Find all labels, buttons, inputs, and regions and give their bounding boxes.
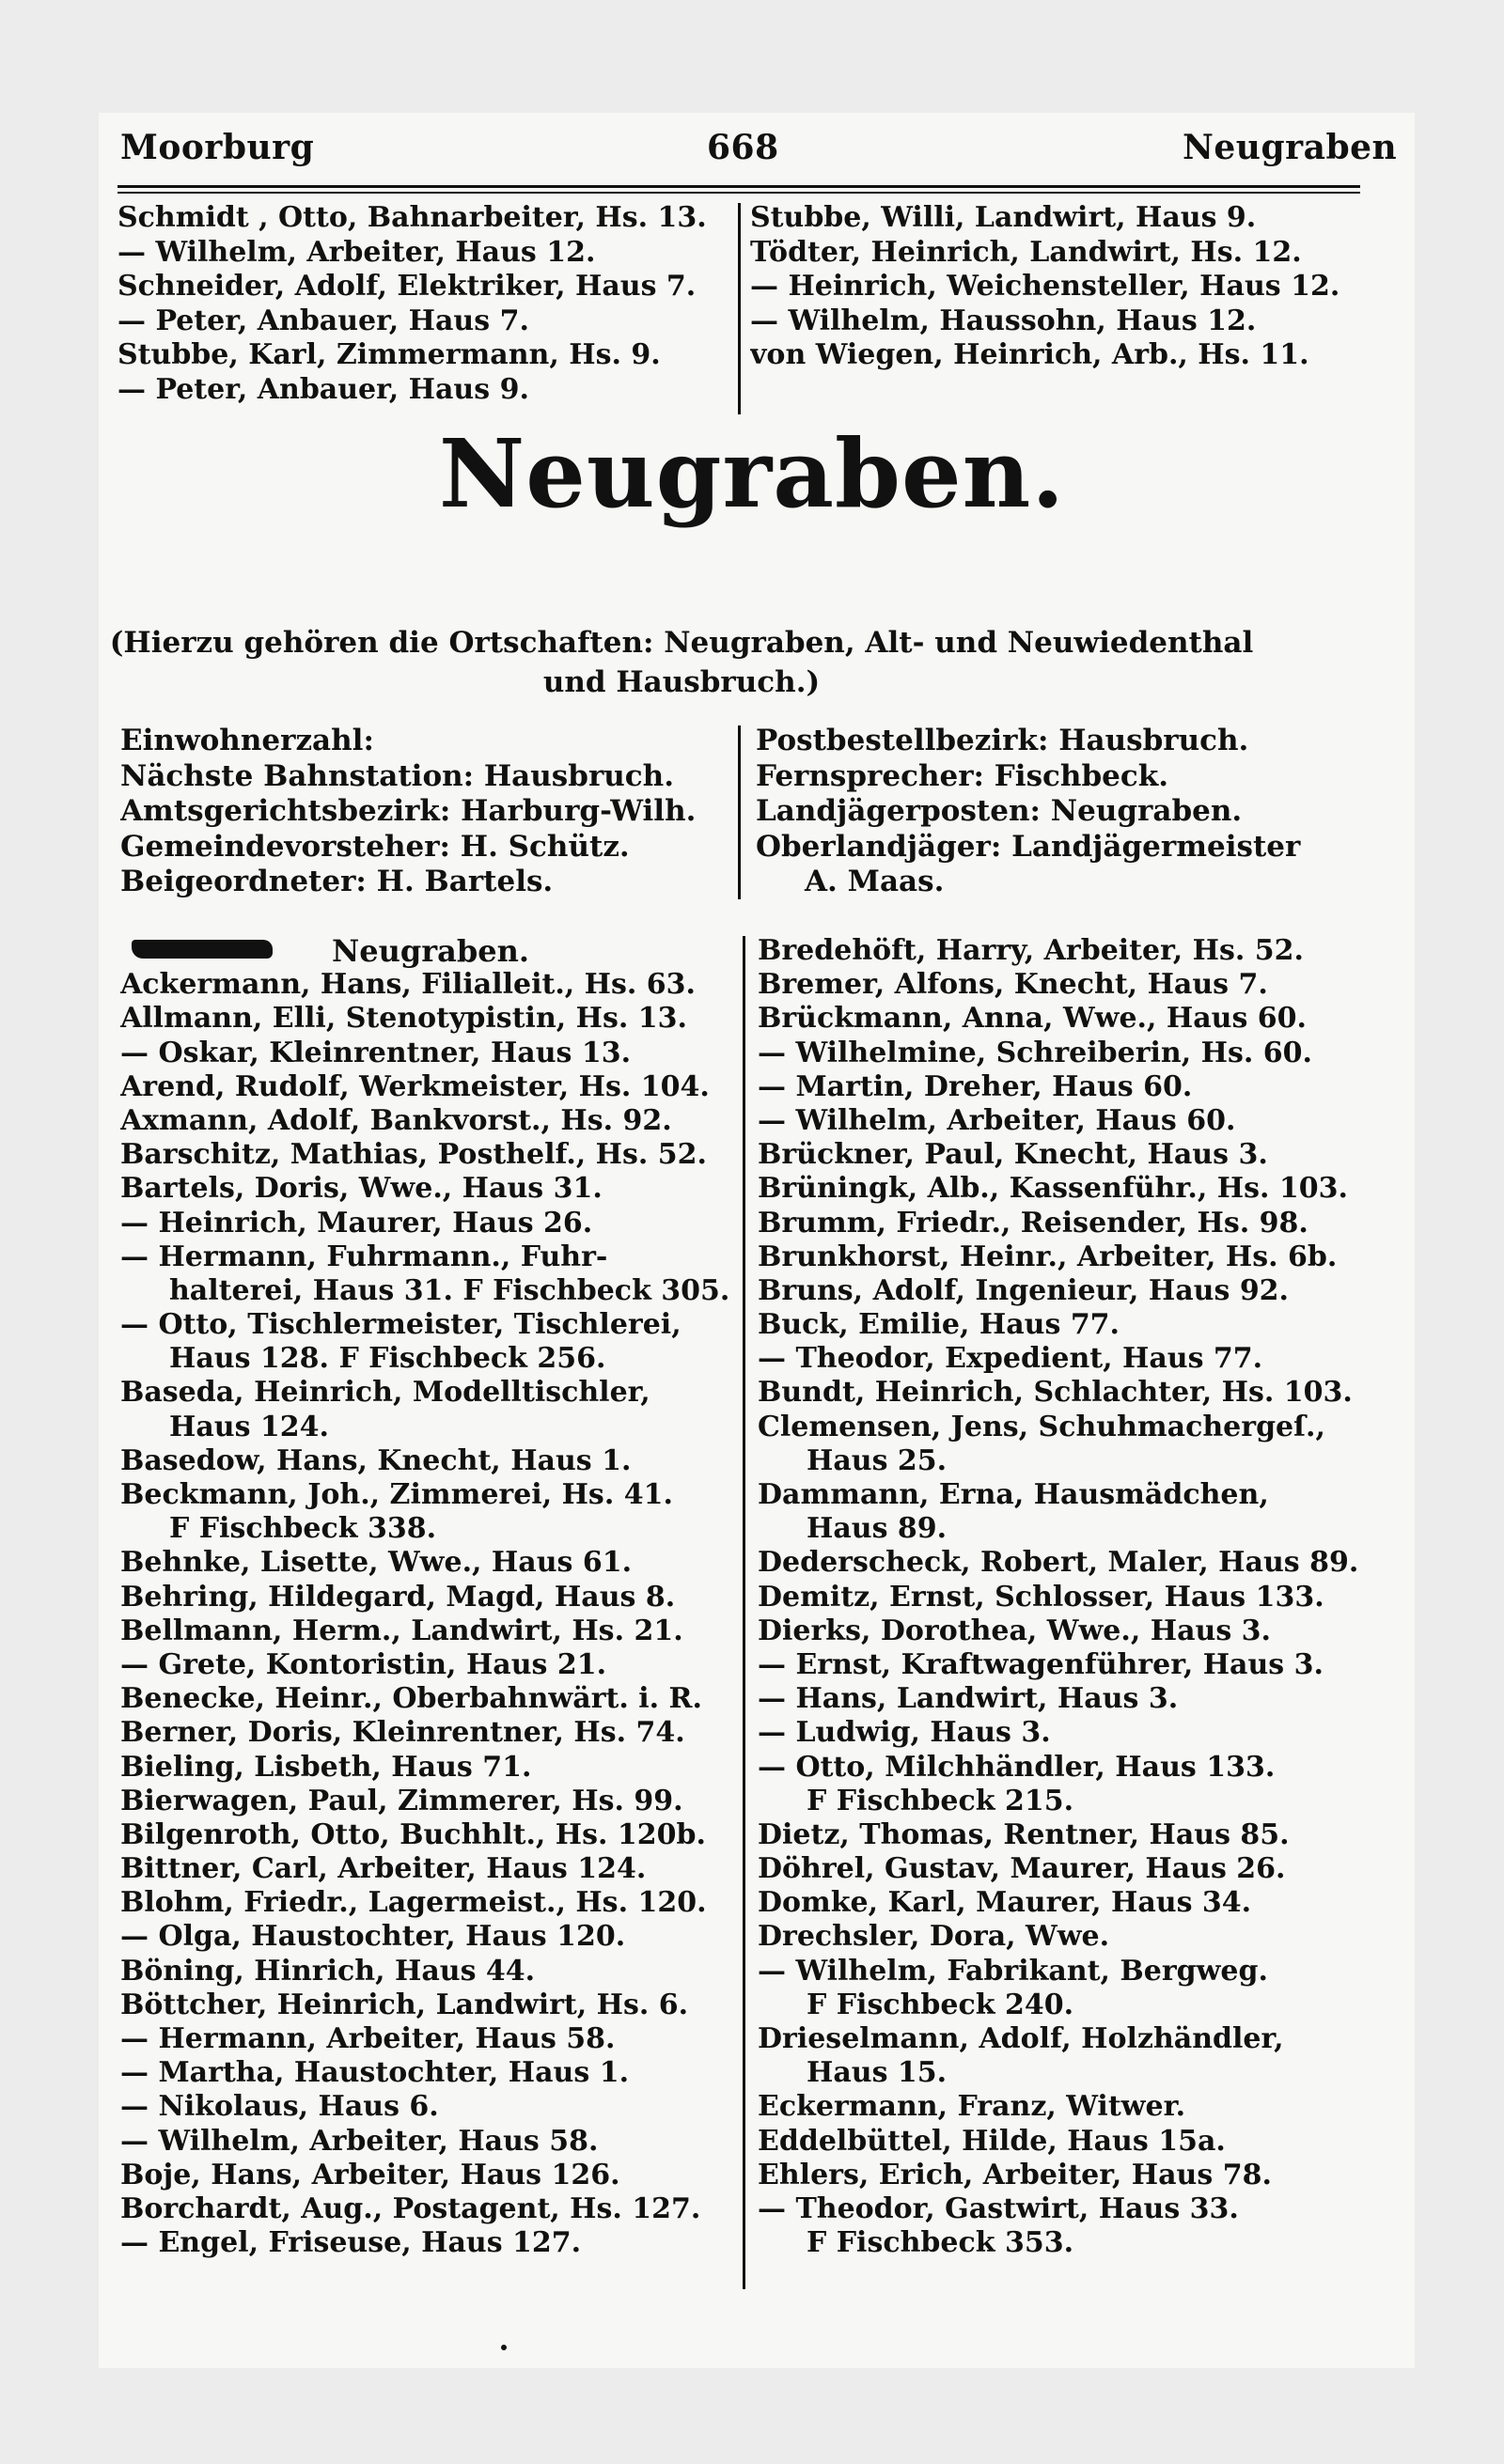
directory-column-divider [743, 936, 745, 2289]
entry-line: Haus 124. [169, 1410, 329, 1443]
entry-line: Basedow, Hans, Knecht, Haus 1. [120, 1443, 632, 1477]
entry-line: halterei, Haus 31. F Fischbeck 305. [169, 1273, 730, 1307]
section-subtitle-line1: (Hierzu gehören die Ortschaften: Neugraben, Alt- und Neuwiedenthal [109, 626, 1254, 660]
entry-line: Bilgenroth, Otto, Buchhlt., Hs. 120b. [120, 1817, 706, 1851]
entry-line: Bremer, Alfons, Knecht, Haus 7. [758, 968, 1268, 1002]
directory-right-column [758, 934, 1378, 2260]
entry-line: — Martha, Haustochter, Haus 1. [120, 2056, 630, 2090]
entry-line: Bieling, Lisbeth, Haus 71. [120, 1750, 532, 1784]
stray-dot [501, 2345, 507, 2350]
entry-line: Bellmann, Herm., Landwirt, Hs. 21. [120, 1614, 683, 1647]
entry-line: Benecke, Heinr., Oberbahnwärt. i. R. [120, 1682, 702, 1716]
entry-line: — Heinrich, Maurer, Haus 26. [120, 1206, 593, 1240]
section-subtitle-line2: und Hausbruch.) [542, 665, 821, 699]
info-line: Fernsprecher: Fischbeck. [756, 758, 1168, 793]
info-left-column [120, 724, 731, 900]
directory-left-heading: Neugraben. [332, 934, 529, 969]
entry-line: F Fischbeck 240. [807, 1988, 1074, 2021]
entry-line: Baseda, Heinrich, Modelltischler, [120, 1376, 650, 1410]
entry-line: — Peter, Anbauer, Haus 7. [118, 304, 529, 337]
entry-line: von Wiegen, Heinrich, Arb., Hs. 11. [750, 338, 1309, 371]
section-title: Neugraben. [438, 418, 1066, 529]
entry-line: — Ernst, Kraftwagenführer, Haus 3. [758, 1647, 1324, 1681]
entry-line: — Otto, Tischlermeister, Tischlerei, [120, 1308, 682, 1342]
info-line: A. Maas. [805, 865, 945, 898]
directory-left-column [120, 934, 741, 2260]
entry-line: Allmann, Elli, Stenotypistin, Hs. 13. [120, 1002, 687, 1036]
entry-line: Boje, Hans, Arbeiter, Haus 126. [120, 2158, 620, 2191]
entry-line: Axmann, Adolf, Bankvorst., Hs. 92. [120, 1103, 672, 1137]
entry-line: Dammann, Erna, Hausmädchen, [758, 1478, 1269, 1511]
entry-line: Bruns, Adolf, Ingenieur, Haus 92. [758, 1273, 1290, 1307]
entry-line: — Wilhelm, Haussohn, Haus 12. [750, 304, 1257, 337]
entry-line: F Fischbeck 215. [807, 1784, 1074, 1817]
entry-line: Borchardt, Aug., Postagent, Hs. 127. [120, 2191, 701, 2225]
entry-line: Ehlers, Erich, Arbeiter, Haus 78. [758, 2158, 1272, 2191]
header-left: Moorburg [120, 128, 315, 167]
entry-line: Haus 128. F Fischbeck 256. [169, 1342, 606, 1376]
entry-line: Blohm, Friedr., Lagermeist., Hs. 120. [120, 1886, 707, 1920]
entry-line: Haus 25. [807, 1443, 948, 1477]
header-rule-thin [118, 192, 1360, 194]
header-rule [118, 185, 1360, 188]
entry-line: Tödter, Heinrich, Landwirt, Hs. 12. [750, 235, 1302, 269]
entry-line: Behnke, Lisette, Wwe., Haus 61. [120, 1546, 633, 1580]
entry-line: F Fischbeck 353. [807, 2226, 1074, 2260]
entry-line: — Otto, Milchhändler, Haus 133. [758, 1750, 1276, 1784]
info-line: Beigeordneter: H. Bartels. [120, 865, 554, 898]
entry-line: — Peter, Anbauer, Haus 9. [118, 372, 529, 406]
entry-line: — Wilhelm, Fabrikant, Bergweg. [758, 1954, 1268, 1988]
info-line: Nächste Bahnstation: Hausbruch. [120, 758, 675, 793]
entry-line: Behring, Hildegard, Magd, Haus 8. [120, 1580, 676, 1614]
entry-line: Schneider, Adolf, Elektriker, Haus 7. [118, 270, 697, 303]
entry-line: Bittner, Carl, Arbeiter, Haus 124. [120, 1852, 647, 1886]
entry-line: Dierks, Dorothea, Wwe., Haus 3. [758, 1614, 1271, 1647]
top-column-divider [738, 203, 741, 414]
entry-line: Dietz, Thomas, Rentner, Haus 85. [758, 1817, 1290, 1851]
entry-line: Schmidt , Otto, Bahnarbeiter, Hs. 13. [118, 201, 707, 234]
top-right-column [750, 201, 1361, 373]
entry-line: Brüningk, Alb., Kassenführ., Hs. 103. [758, 1172, 1348, 1206]
entry-line: — Grete, Kontoristin, Haus 21. [120, 1647, 607, 1681]
entry-line: — Theodor, Gastwirt, Haus 33. [758, 2191, 1239, 2225]
entry-line: Brunkhorst, Heinr., Arbeiter, Hs. 6b. [758, 1240, 1338, 1273]
entry-line: — Martin, Dreher, Haus 60. [758, 1069, 1193, 1103]
entry-line: Demitz, Ernst, Schlosser, Haus 133. [758, 1580, 1324, 1614]
entry-line: Drieselmann, Adolf, Holzhändler, [758, 2022, 1284, 2055]
entry-line: Bierwagen, Paul, Zimmerer, Hs. 99. [120, 1784, 683, 1817]
entry-line: Eddelbüttel, Hilde, Haus 15a. [758, 2124, 1226, 2158]
entry-line: — Ludwig, Haus 3. [758, 1716, 1051, 1750]
entry-line: Ackermann, Hans, Filialleit., Hs. 63. [120, 968, 696, 1002]
entry-line: Stubbe, Willi, Landwirt, Haus 9. [750, 201, 1257, 234]
info-line: Postbestellbezirk: Hausbruch. [756, 724, 1249, 757]
info-right-column [756, 724, 1367, 900]
entry-line: Berner, Doris, Kleinrentner, Hs. 74. [120, 1716, 685, 1750]
entry-line: — Wilhelm, Arbeiter, Haus 58. [120, 2124, 599, 2158]
entry-line: — Wilhelmine, Schreiberin, Hs. 60. [758, 1036, 1312, 1069]
info-line: Oberlandjäger: Landjägermeister [756, 829, 1301, 864]
entry-line: Brückner, Paul, Knecht, Haus 3. [758, 1138, 1268, 1172]
entry-line: — Engel, Friseuse, Haus 127. [120, 2226, 582, 2260]
entry-line: Böning, Hinrich, Haus 44. [120, 1954, 536, 1988]
top-left-column [118, 201, 730, 407]
entry-line: — Theodor, Expedient, Haus 77. [758, 1342, 1263, 1376]
entry-line: Arend, Rudolf, Werkmeister, Hs. 104. [120, 1069, 710, 1103]
entry-line: Dederscheck, Robert, Maler, Haus 89. [758, 1546, 1359, 1580]
entry-line: Bundt, Heinrich, Schlachter, Hs. 103. [758, 1376, 1353, 1410]
info-column-divider [738, 725, 741, 899]
entry-line: Drechsler, Dora, Wwe. [758, 1920, 1110, 1954]
header-page-number: 668 [707, 128, 779, 167]
entry-line: — Oskar, Kleinrentner, Haus 13. [120, 1036, 632, 1069]
entry-line: Clemensen, Jens, Schuhmachergeſ., [758, 1410, 1325, 1443]
entry-line: — Wilhelm, Arbeiter, Haus 12. [118, 235, 596, 269]
entry-line: Haus 89. [807, 1512, 948, 1546]
entry-line: Beckmann, Joh., Zimmerei, Hs. 41. [120, 1478, 673, 1511]
entry-line: Domke, Karl, Maurer, Haus 34. [758, 1886, 1252, 1920]
entry-line: Brückmann, Anna, Wwe., Haus 60. [758, 1002, 1308, 1036]
entry-line: Barschitz, Mathias, Posthelf., Hs. 52. [120, 1138, 707, 1172]
entry-line: Döhrel, Gustav, Maurer, Haus 26. [758, 1852, 1286, 1886]
entry-line: — Nikolaus, Haus 6. [120, 2090, 439, 2124]
entry-line: Bredehöft, Harry, Arbeiter, Hs. 52. [758, 934, 1304, 967]
entry-line: — Heinrich, Weichensteller, Haus 12. [750, 270, 1340, 303]
entry-line: Buck, Emilie, Haus 77. [758, 1308, 1120, 1342]
info-line: Amtsgerichtsbezirk: Harburg-Wilh. [120, 794, 697, 828]
entry-line: — Olga, Haustochter, Haus 120. [120, 1920, 626, 1954]
entry-line: Eckermann, Franz, Witwer. [758, 2090, 1186, 2124]
entry-line: Stubbe, Karl, Zimmermann, Hs. 9. [118, 338, 661, 371]
entry-line: Brumm, Friedr., Reisender, Hs. 98. [758, 1206, 1308, 1240]
info-line: Landjägerposten: Neugraben. [756, 794, 1243, 828]
entry-line: — Wilhelm, Arbeiter, Haus 60. [758, 1103, 1236, 1137]
entry-line: Böttcher, Heinrich, Landwirt, Hs. 6. [120, 1988, 689, 2021]
entry-line: F Fischbeck 338. [169, 1512, 437, 1546]
header-right: Neugraben [1183, 128, 1398, 167]
entry-line: — Hermann, Arbeiter, Haus 58. [120, 2022, 616, 2055]
entry-line: Bartels, Doris, Wwe., Haus 31. [120, 1172, 603, 1206]
info-line: Einwohnerzahl: [120, 724, 374, 757]
entry-line: — Hermann, Fuhrmann., Fuhr- [120, 1240, 608, 1273]
entry-line: — Hans, Landwirt, Haus 3. [758, 1682, 1179, 1716]
entry-line: Haus 15. [807, 2056, 948, 2090]
info-line: Gemeindevorsteher: H. Schütz. [120, 829, 630, 864]
